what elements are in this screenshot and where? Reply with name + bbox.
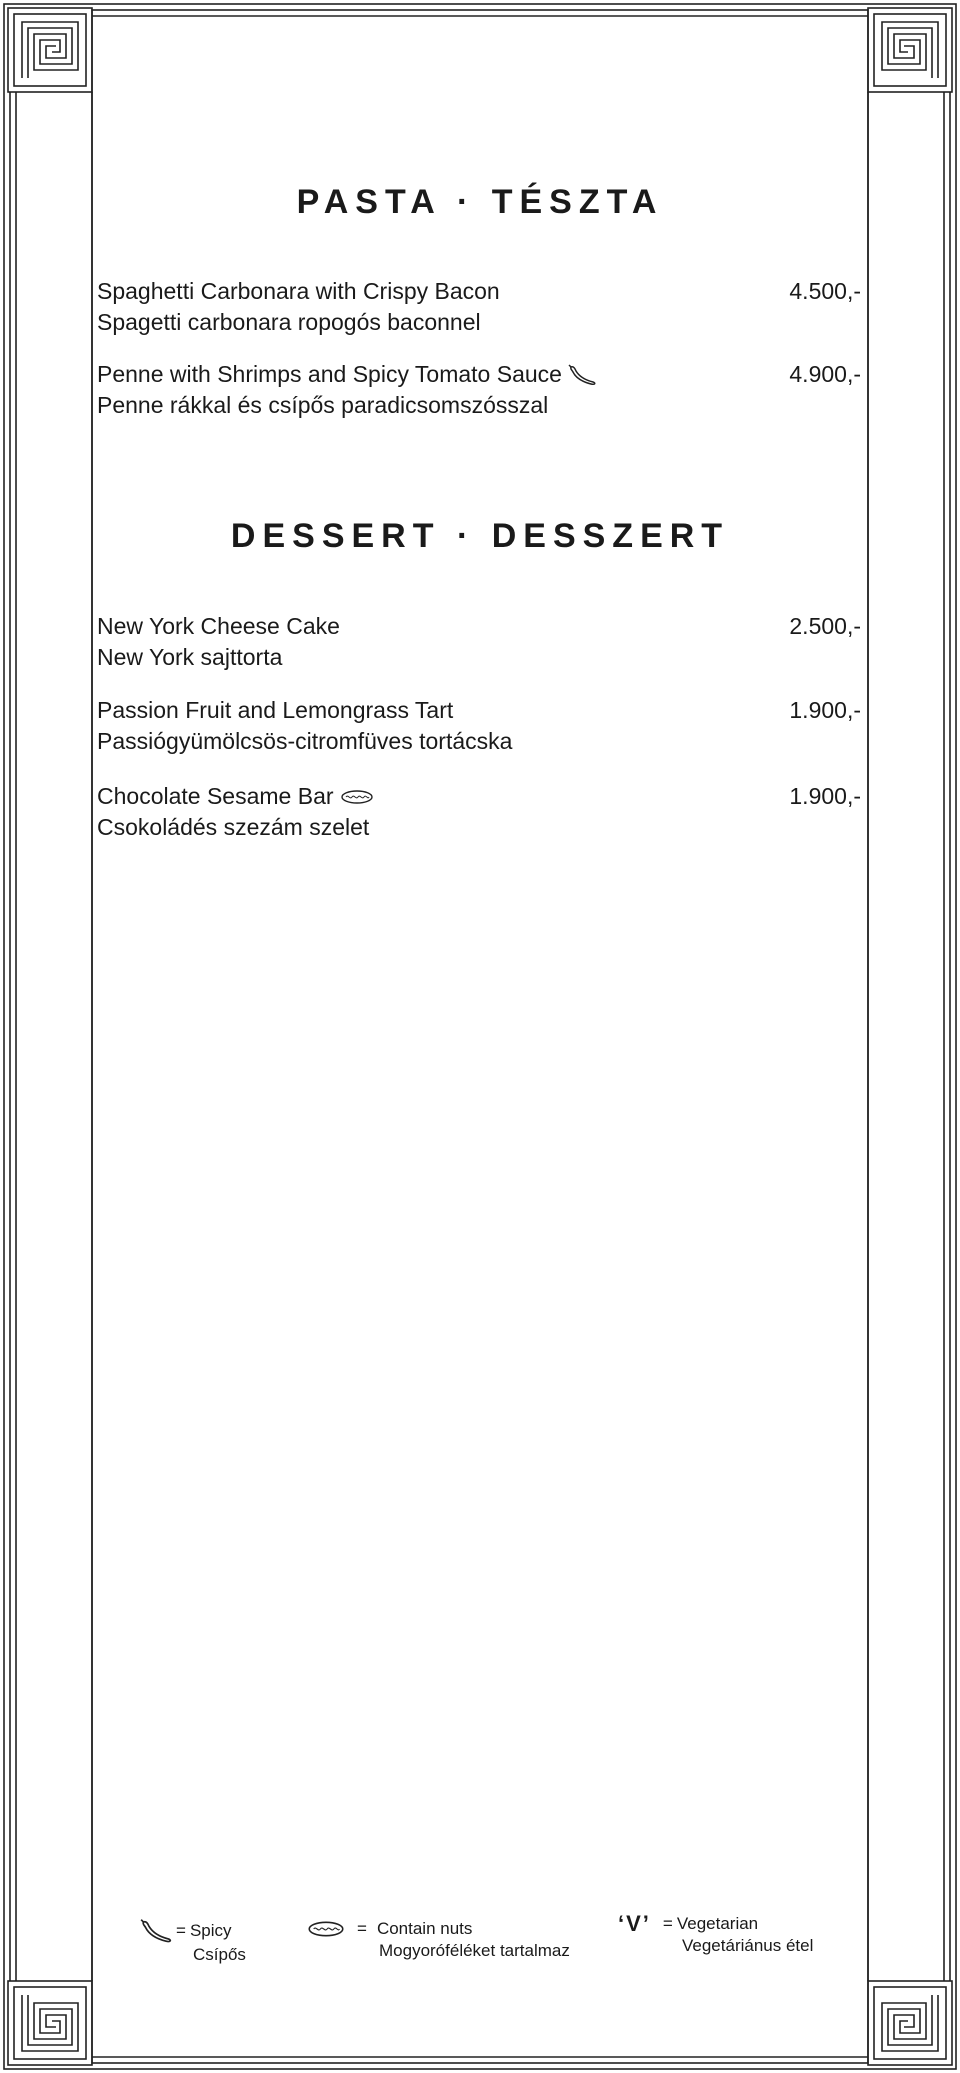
chili-pepper-icon: [140, 1918, 174, 1944]
item-name-hu: Passiógyümölcsös-citromfüves tortácska: [97, 728, 513, 754]
item-name-en: Spaghetti Carbonara with Crispy Bacon: [97, 278, 500, 304]
item-name-hu: Csokoládés szezám szelet: [97, 814, 370, 840]
item-name-en: Passion Fruit and Lemongrass Tart: [97, 697, 454, 723]
section-title-pasta: PASTA · TÉSZTA: [296, 183, 664, 221]
item-name-en: Penne with Shrimps and Spicy Tomato Sauce: [97, 361, 562, 387]
legend-spicy: [140, 1918, 246, 1966]
menu-item: [97, 611, 861, 673]
legend-vegetarian: [618, 1913, 813, 1957]
menu-item: [97, 695, 861, 757]
chili-pepper-icon: [568, 364, 598, 386]
legend-equals: =: [662, 1914, 673, 1933]
legend-equals: =: [357, 1919, 367, 1938]
item-name-hu: Spagetti carbonara ropogós baconnel: [97, 309, 481, 335]
legend-label-en: Spicy: [189, 1921, 232, 1940]
legend-equals: =: [176, 1921, 186, 1940]
legend-label-hu: Mogyoróféléket tartalmaz: [379, 1941, 570, 1960]
legend-label-hu: Csípős: [193, 1945, 246, 1964]
legend-label-en: Vegetarian: [676, 1914, 759, 1933]
menu-item: [97, 276, 861, 338]
menu-item: [97, 781, 861, 843]
item-name-hu: Penne rákkal és csípős paradicsomszósszal: [97, 392, 549, 418]
legend-nuts: [307, 1918, 570, 1962]
section-title-dessert: DESSERT · DESSZERT: [230, 517, 730, 555]
item-name-hu: New York sajttorta: [97, 644, 283, 670]
item-price: 2.500,-: [789, 613, 861, 639]
menu-item: [97, 359, 861, 421]
legend-label-hu: Vegetáriánus étel: [682, 1936, 814, 1955]
nuts-icon: [307, 1920, 345, 1938]
item-price: 1.900,-: [789, 783, 861, 809]
item-name-en: New York Cheese Cake: [97, 613, 340, 639]
item-price: 4.500,-: [789, 278, 861, 304]
item-price: 4.900,-: [789, 361, 861, 387]
vegetarian-icon: ‘V’: [618, 1911, 651, 1936]
nuts-icon: [340, 789, 374, 805]
legend-label-en: Contain nuts: [376, 1919, 473, 1938]
item-name-en: Chocolate Sesame Bar: [97, 783, 334, 809]
item-price: 1.900,-: [789, 697, 861, 723]
